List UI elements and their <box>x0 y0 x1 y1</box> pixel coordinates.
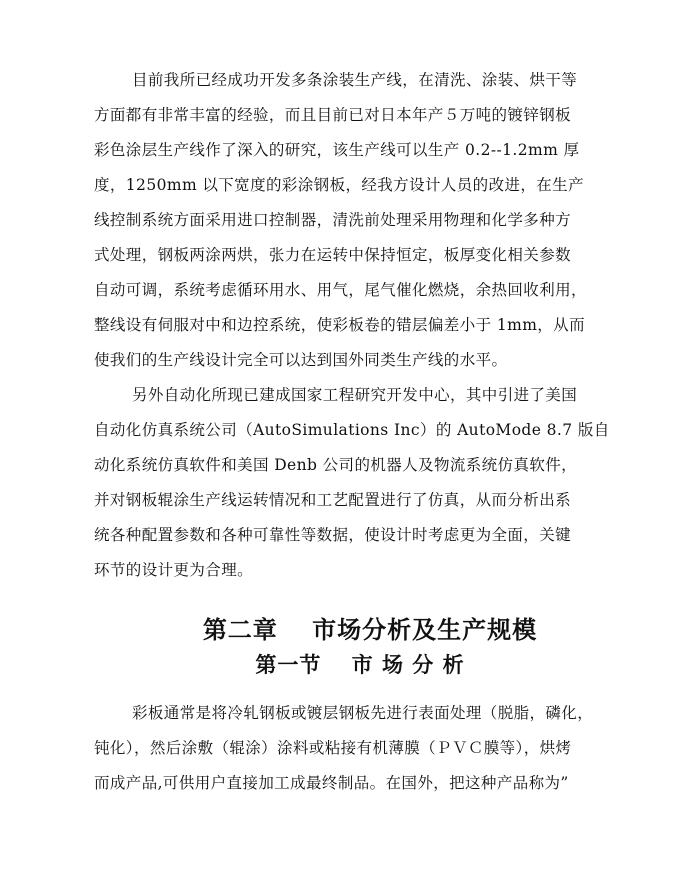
paragraph-line: 自动化仿真系统公司（AutoSimulations Inc）的 AutoMode 8.7 版自 <box>94 421 610 439</box>
paragraph-line: 线控制系统方面采用进口控制器，清洗前处理采用物理和化学多种方 <box>94 211 572 229</box>
paragraph-line: 统各种配置参数和各种可靠性等数据，使设计时考虑更为全面，关键 <box>94 526 572 544</box>
paragraph-line: 度，1250mm 以下宽度的彩涂钢板，经我方设计人员的改进，在生产 <box>94 176 584 194</box>
paragraph-line: 彩板通常是将冷轧钢板或镀层钢板先进行表面处理（脱脂，磷化， <box>132 704 594 722</box>
paragraph-line: 而成产品,可供用户直接加工成最终制品。在国外，把这种产品称为” <box>94 774 569 792</box>
paragraph-line: 动化系统仿真软件和美国 Denb 公司的机器人及物流系统仿真软件， <box>94 456 578 474</box>
section-title: 第一节 市 场 分 析 <box>255 653 465 677</box>
paragraph-line: 式处理，钢板两涂两烘，张力在运转中保持恒定，板厚变化相关参数 <box>94 246 572 264</box>
paragraph-line: 整线设有伺服对中和边控系统，使彩板卷的错层偏差小于 1mm，从而 <box>94 316 585 334</box>
paragraph-line: 并对钢板辊涂生产线运转情况和工艺配置进行了仿真，从而分析出系 <box>94 491 572 509</box>
paragraph-line: 使我们的生产线设计完全可以达到国外同类生产线的水平。 <box>94 351 508 369</box>
paragraph-line: 环节的设计更为合理。 <box>94 561 254 579</box>
paragraph-line: 目前我所已经成功开发多条涂装生产线，在清洗、涂装、烘干等 <box>132 71 578 89</box>
chapter-title: 第二章 市场分析及生产规模 <box>202 616 538 644</box>
paragraph-line: 钝化），然后涂敷（辊涂）涂料或粘接有机薄膜（ＰＶＣ膜等），烘烤 <box>94 739 572 757</box>
paragraph-line: 方面都有非常丰富的经验，而且目前已对日本年产５万吨的镀锌钢板 <box>94 106 572 124</box>
paragraph-line: 另外自动化所现已建成国家工程研究开发中心，其中引进了美国 <box>132 386 578 404</box>
paragraph-line: 彩色涂层生产线作了深入的研究，该生产线可以生产 0.2--1.2mm 厚 <box>94 141 580 159</box>
paragraph-line: 自动可调，系统考虑循环用水、用气，尾气催化燃烧，余热回收利用， <box>94 281 587 299</box>
